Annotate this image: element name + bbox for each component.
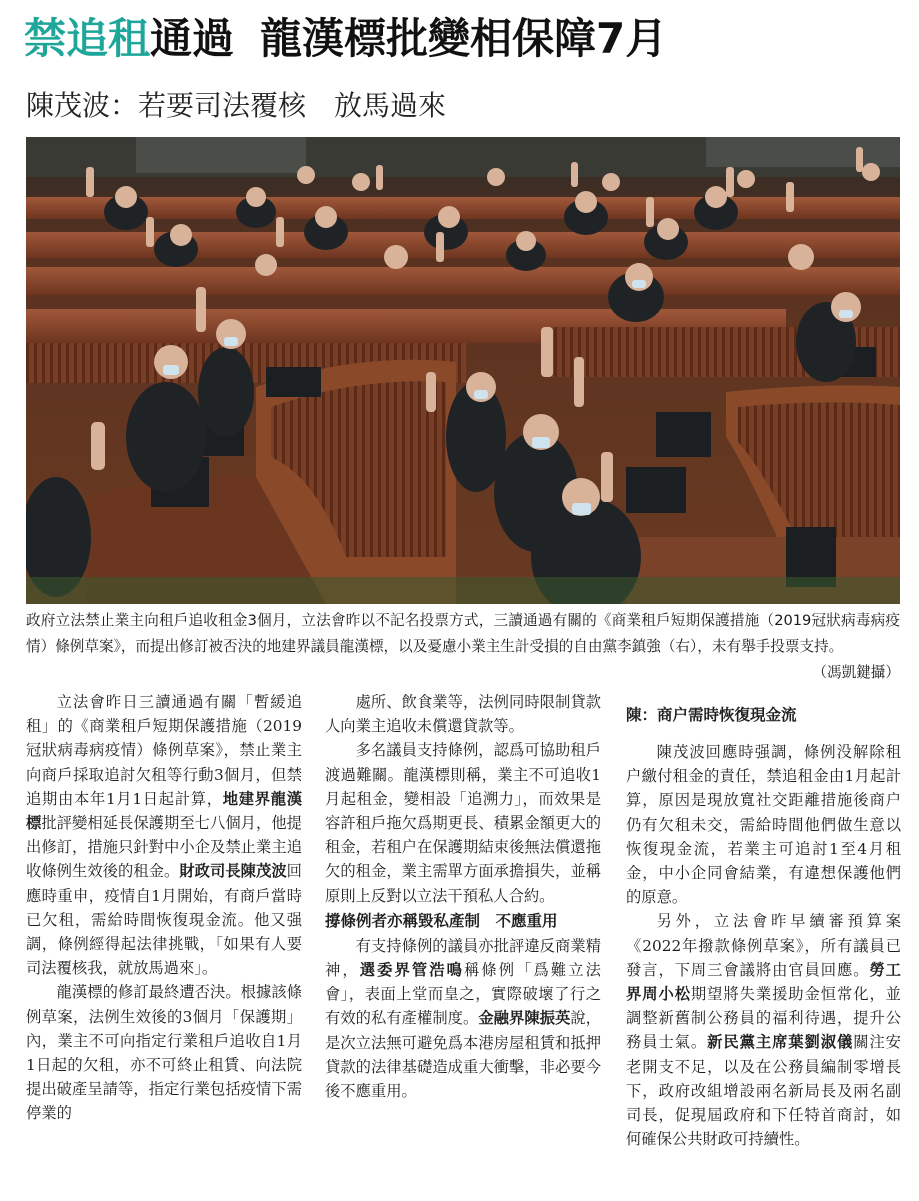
paragraph: 立法會昨日三讀通過有關「暫緩追租」的《商業租戶短期保護措施（2019冠狀病毒病疫情）條例草案》，禁止業主向商戶採取追討欠租等行動3個月，但禁追期由本年1月1日起計算，地建界龍漢標批評變相延長保護期至七八個月，他提出修訂，措施只針對中小企及禁止業主追收條例生效後的租金。財政司長陳茂波回應時重申，疫情自1月開始，有商戶當時已欠租，需給時間恢復現金流。他又强調，條例經得起法律挑戰，「如果有人要司法覆核我，就放馬過來」。 [26, 693, 302, 978]
subheadline: 陳茂波：若要司法覆核 放馬過來 [26, 89, 447, 122]
bold-name: 財政司長陳茂波 [179, 862, 287, 881]
headline [24, 12, 904, 66]
bold-name: 地建界龍漢標 [26, 789, 302, 833]
headline-accent: 禁追租 [24, 14, 151, 63]
article-column-1 [26, 690, 302, 1126]
bold-name: 新民黨主席葉劉淑儀 [707, 1033, 854, 1052]
paragraph: 多名議員支持條例，認爲可協助租戶渡過難關。龍漢標則稱，業主不可追收1月起租金，變相設「追溯力」，而效果是容許租戶拖欠爲期更長、積累金額更大的租金，若租户在保護期結束後無法償還拖欠的租金，業主需單方面承擔損失，並稱原則上反對以立法干預私人合約。 [325, 741, 601, 905]
photo-caption [26, 608, 900, 686]
paragraph: 龍漢標的修訂最終遭否決。根據該條例草案，法例生效後的3個月「保護期」內，業主不可向指定行業租戶追收自1月1日起的欠租，亦不可終止租賃、向法院提出破產呈請等，指定行業包括疫情下需停業的 [26, 983, 302, 1123]
headline-main-1: 通過 [150, 14, 235, 63]
bold-name: 勞工界周小松 [626, 960, 901, 1004]
article-column-2 [325, 690, 601, 1103]
section-subtitle: 陳：商户需時恢復現金流 [626, 706, 797, 724]
legco-vote-photo [26, 137, 900, 604]
bold-name: 金融界陳振英 [478, 1009, 571, 1028]
photo-credit: （馮凱鍵攝） [812, 664, 900, 681]
section-subtitle: 撐條例者亦稱毀私產制 不應重用 [325, 911, 558, 930]
paragraph: 另外，立法會昨早續審預算案《2022年撥款條例草案》，所有議員已發言，下周三會議將由官員回應。勞工界周小松期望將失業援助金恒常化，並調整新舊制公務員的福利待遇，提升公務員士氣。新民黨主席葉劉淑儀關注安老開支不足，以及在公務員編制零增長下，政府改組增設兩名新局長及兩名副司長，促現屆政府和下任特首商討，如何確保公共財政可持續性。 [626, 912, 901, 1149]
article-column-3 [626, 690, 901, 1151]
caption-text: 政府立法禁止業主向租戶追收租金3個月，立法會昨以不記名投票方式，三讀通過有關的《商業租戶短期保護措施（2019冠狀病毒病疫情）條例草案》，而提出修訂被否決的地建界議員龍漢標，以及憂慮小業主生計受損的自由黨李鎮強（右），未有舉手投票支持。 [26, 612, 900, 655]
paragraph: 處所、飲食業等，法例同時限制貸款人向業主追收未償還貸款等。 [325, 693, 601, 736]
bold-name: 選委界管浩鳴 [359, 961, 465, 980]
paragraph: 有支持條例的議員亦批評違反商業精神，選委界管浩鳴稱條例「爲難立法會」，表面上堂而皇之，實際破壞了行之有效的私有產權制度。金融界陳振英說，是次立法無可避免爲本港房屋租賃和抵押貸款的法律基礎造成重大衝擊，非必要今後不應重用。 [325, 936, 601, 1101]
headline-main-2: 龍漢標批變相保障7月 [260, 14, 668, 63]
paragraph: 陳茂波回應時强調，條例没解除租户繳付租金的責任，禁追租金由1月起計算，原因是現放寬社交距離措施後商户仍有欠租未交，需給時間他們做生意以恢復現金流，若業主可追討1至4月租金，中小企同會結業，有違想保護他們的原意。 [626, 743, 901, 907]
